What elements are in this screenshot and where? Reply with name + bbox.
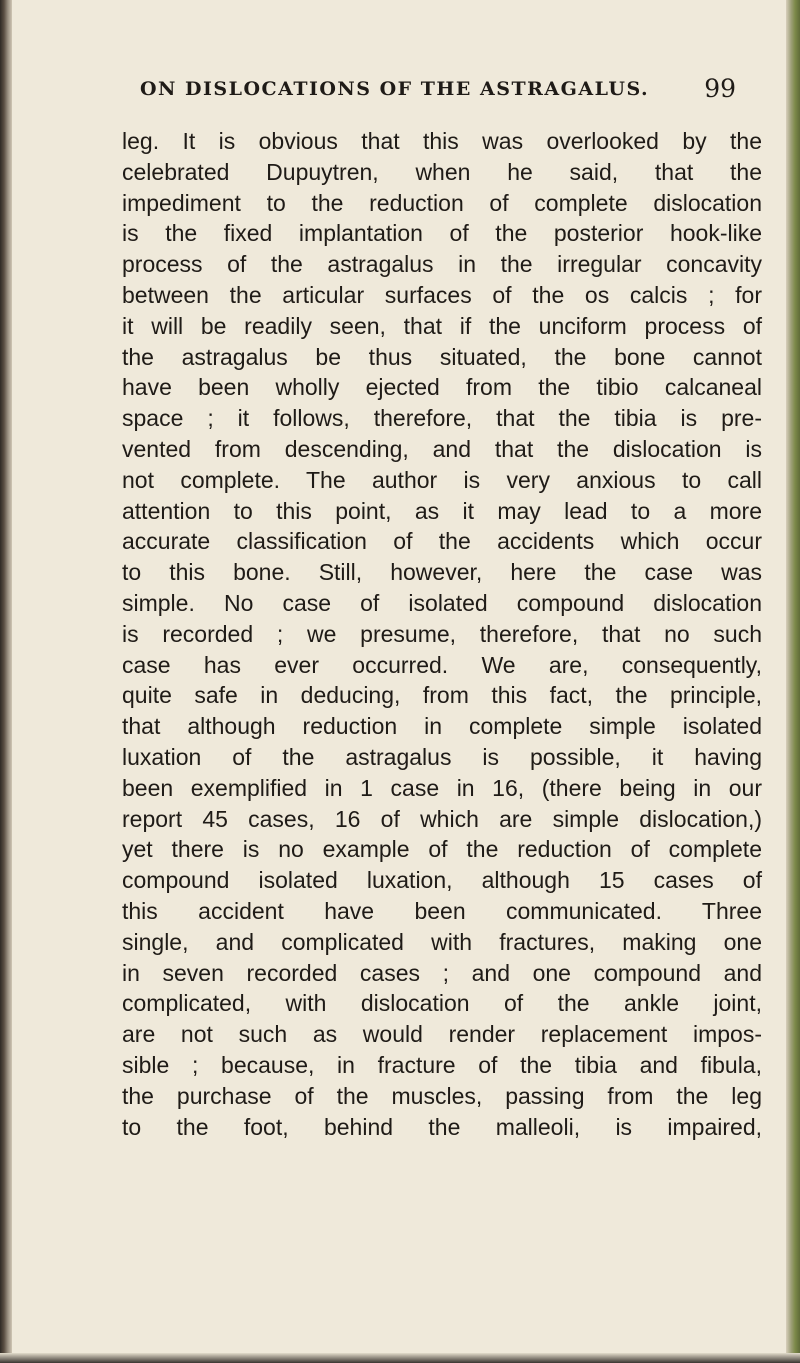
text-line: impediment to the reduction of complete dislocation — [122, 189, 762, 216]
running-title: ON DISLOCATIONS OF THE ASTRAGALUS. — [140, 78, 650, 100]
text-line: single, and complicated with fractures, making one — [122, 928, 762, 955]
text-line: in seven recorded cases ; and one compound and — [122, 959, 762, 986]
text-line: sible ; because, in fracture of the tibia and fibula, — [122, 1051, 762, 1078]
text-line: it will be readily seen, that if the unciform process of — [122, 312, 762, 339]
text-line: to the foot, behind the malleoli, is impaired, — [122, 1113, 762, 1140]
text-line: process of the astragalus in the irregular concavity — [122, 251, 762, 278]
text-line: is the fixed implantation of the posterior hook-like — [122, 220, 762, 247]
text-line: that although reduction in complete simple isolated — [122, 713, 762, 740]
text-line: attention to this point, as it may lead to a more — [122, 497, 762, 524]
text-line: case has ever occurred. We are, consequently, — [122, 651, 762, 678]
text-line: yet there is no example of the reduction of complete — [122, 836, 762, 863]
text-line: the astragalus be thus situated, the bone cannot — [122, 343, 762, 370]
text-line: compound isolated luxation, although 15 cases of — [122, 867, 762, 894]
text-line: not complete. The author is very anxious to call — [122, 466, 762, 493]
text-line: celebrated Dupuytren, when he said, that the — [122, 158, 762, 185]
text-line: the purchase of the muscles, passing from the leg — [122, 1082, 762, 1109]
text-line: been exemplified in 1 case in 16, (there being in our — [122, 774, 762, 801]
text-line: this accident have been communicated. Three — [122, 897, 762, 924]
page-binding-edge-left — [0, 0, 12, 1363]
text-line: have been wholly ejected from the tibio calcaneal — [122, 374, 762, 401]
text-line: vented from descending, and that the dislocation is — [122, 435, 762, 462]
text-line: report 45 cases, 16 of which are simple dislocation,) — [122, 805, 762, 832]
page-bottom-edge — [0, 1353, 800, 1363]
text-line: between the articular surfaces of the os calcis ; for — [122, 281, 762, 308]
text-line: leg. It is obvious that this was overlooked by the — [122, 128, 762, 154]
text-line: complicated, with dislocation of the ankle joint, — [122, 990, 762, 1017]
text-line: are not such as would render replacement impos- — [122, 1021, 762, 1048]
body-text — [122, 126, 762, 1142]
text-line: luxation of the astragalus is possible, it having — [122, 743, 762, 770]
page-binding-edge-right — [786, 0, 800, 1363]
page-number: 99 — [704, 74, 736, 103]
text-line: is recorded ; we presume, therefore, that no such — [122, 620, 762, 647]
text-line: simple. No case of isolated compound dislocation — [122, 589, 762, 616]
text-line: quite safe in deducing, from this fact, the principle, — [122, 682, 762, 709]
text-line: to this bone. Still, however, here the case was — [122, 559, 762, 586]
text-line: accurate classification of the accidents which occur — [122, 528, 762, 555]
text-line: space ; it follows, therefore, that the tibia is pre- — [122, 405, 762, 432]
page-header — [96, 74, 736, 108]
